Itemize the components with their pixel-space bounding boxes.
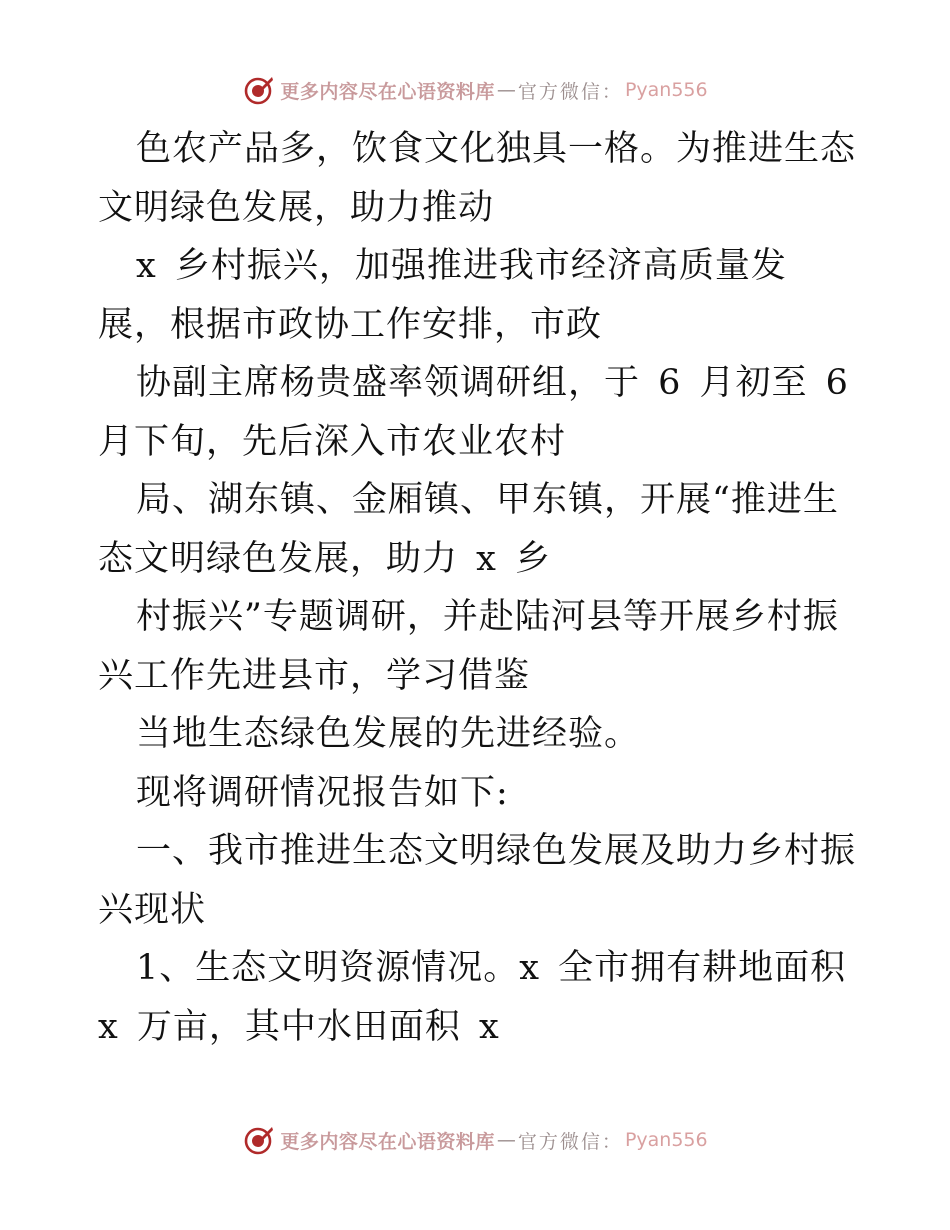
paragraph: 协副主席杨贵盛率领调研组，于 6 月初至 6 月下旬，先后深入市农业农村 [98, 363, 849, 462]
banner-dash: — [496, 1129, 516, 1151]
paragraph: 村振兴”专题调研，并赴陆河县等开展乡村振兴工作先进县市，学习借鉴 [98, 597, 839, 696]
banner-main-text: 更多内容尽在心语资料库 [280, 80, 495, 103]
banner-main-text: 更多内容尽在心语资料库 [280, 1130, 495, 1153]
banner-wechat-label: 官方微信： [517, 1130, 623, 1153]
footer-banner [0, 1122, 950, 1158]
banner-dash: — [496, 79, 516, 101]
document-body [98, 120, 858, 1056]
paragraph: 现将调研情况报告如下: [136, 772, 509, 813]
section-heading: 一、我市推进生态文明绿色发展及助力乡村振兴现状 [98, 831, 857, 930]
paragraph: 色农产品多，饮食文化独具一格。为推进生态文明绿色发展，助力推动 [98, 129, 857, 228]
quill-seal-icon [242, 1124, 274, 1156]
banner-wechat-label: 官方微信： [517, 80, 623, 103]
quill-seal-icon [242, 74, 274, 106]
banner-wechat-id: Pyan556 [624, 1129, 708, 1151]
paragraph: 局、湖东镇、金厢镇、甲东镇，开展“推进生态文明绿色发展，助力 x 乡 [98, 480, 839, 579]
header-banner [0, 72, 950, 108]
paragraph: x 乡村振兴，加强推进我市经济高质量发展，根据市政协工作安排，市政 [98, 246, 787, 345]
banner-wechat-id: Pyan556 [624, 79, 708, 101]
paragraph: 1、生态文明资源情况。x 全市拥有耕地面积 x 万亩，其中水田面积 x [98, 948, 847, 1047]
paragraph: 当地生态绿色发展的先进经验。 [136, 714, 641, 754]
